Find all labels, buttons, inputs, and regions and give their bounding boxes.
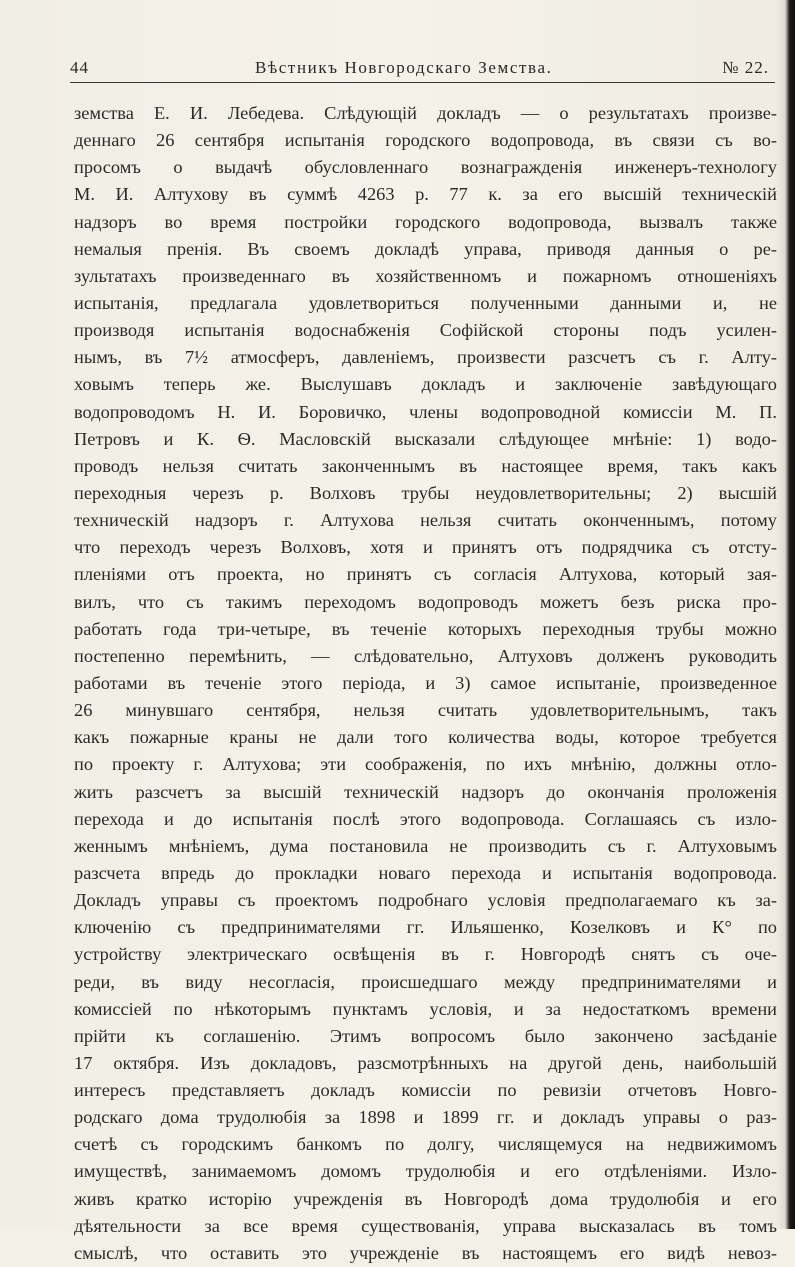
text-line: работами въ теченіе этого періода, и 3) самое испытаніе, произведенное xyxy=(74,672,777,693)
text-line: по проекту г. Алтухова; эти соображенія, по ихъ мнѣнію, должны отло- xyxy=(74,754,777,775)
page-edge-shadow xyxy=(777,0,795,1229)
text-line: Петровъ и К. Ѳ. Масловскій высказали слѣдующее мнѣніе: 1) водо- xyxy=(74,428,777,449)
text-line: земства Е. И. Лебедева. Слѣдующій докладъ — о результатахъ произве- xyxy=(74,103,777,123)
text-line: немалыя пренія. Въ своемъ докладѣ управа, приводя данныя о ре- xyxy=(74,238,777,259)
text-line: нымъ, въ 7½ атмосферъ, давленіемъ, произвести разсчетъ съ г. Алту- xyxy=(74,347,777,368)
article-body xyxy=(74,100,777,1267)
text-line: комиссіей по нѣкоторымъ пунктамъ условія, и за недостаткомъ времени xyxy=(74,998,777,1019)
text-line: вилъ, что съ такимъ переходомъ водопроводъ можетъ безъ риска про- xyxy=(74,591,777,612)
text-line: пленіями отъ проекта, но принятъ съ согласія Алтухова, который зая- xyxy=(74,564,777,585)
text-line: что переходъ черезъ Волховъ, хотя и принятъ отъ подрядчика съ отсту- xyxy=(74,537,777,558)
text-line: работать года три-четыре, въ теченіе которыхъ переходныя трубы можно xyxy=(74,618,777,639)
text-line: родскаго дома трудолюбія за 1898 и 1899 гг. и докладъ управы о раз- xyxy=(74,1107,777,1128)
text-line: производя испытанія водоснабженія Софійской стороны подъ усилен- xyxy=(74,320,777,341)
text-line: счетѣ съ городскимъ банкомъ по долгу, числящемуся на недвижимомъ xyxy=(74,1134,777,1155)
issue-number: № 22. xyxy=(722,58,769,77)
text-line: женнымъ мнѣніемъ, дума постановила не производить съ г. Алтуховымъ xyxy=(74,835,777,856)
text-line: устройству электрическаго освѣщенія въ г. Новгородѣ снятъ съ оче- xyxy=(74,944,777,965)
text-line: 26 минувшаго сентября, нельзя считать удовлетворительнымъ, такъ xyxy=(74,700,777,721)
header-rule xyxy=(70,82,775,83)
text-line: надзоръ во время постройки городского водопровода, вызвалъ также xyxy=(74,211,777,232)
text-line: прійти къ соглашенію. Этимъ вопросомъ было закончено засѣданіе xyxy=(74,1025,777,1046)
text-line: Докладъ управы съ проектомъ подробнаго условія предполагаемаго къ за- xyxy=(74,890,777,911)
text-line: ключенію съ предпринимателями гг. Ильяшенко, Козелковъ и К° по xyxy=(74,917,777,938)
page-number: 44 xyxy=(70,58,89,77)
text-line: постепенно перемѣнить, — слѣдовательно, Алтуховъ долженъ руководить xyxy=(74,645,777,666)
text-line: какъ пожарные краны не дали того количества воды, которое требуется xyxy=(74,727,777,748)
text-line: М. И. Алтухову въ суммѣ 4263 р. 77 к. за его высшій техническій xyxy=(74,184,777,205)
text-line: разсчета впредь до прокладки новаго перехода и испытанія водопровода. xyxy=(74,862,777,883)
text-line: техническій надзоръ г. Алтухова нельзя считать оконченнымъ, потому xyxy=(74,510,777,531)
text-line: ховымъ теперь же. Выслушавъ докладъ и заключеніе завѣдующаго xyxy=(74,374,777,395)
text-line: реди, въ виду несогласія, происшедшаго между предпринимателями и xyxy=(74,971,777,992)
journal-title: Вѣстникъ Новгородскаго Земства. xyxy=(255,58,553,77)
text-line: зультатахъ произведеннаго въ хозяйственномъ и пожарномъ отношеніяхъ xyxy=(74,265,777,286)
text-line: живъ кратко исторію учрежденія въ Новгородѣ дома трудолюбія и его xyxy=(74,1188,777,1209)
text-line: просомъ о выдачѣ обусловленнаго вознагражденія инженеръ-технологу xyxy=(74,157,777,178)
text-line: дѣятельности за все время существованія, управа высказалась въ томъ xyxy=(74,1215,777,1236)
text-line: водопроводомъ Н. И. Боровичко, члены водопроводной комиссіи М. П. xyxy=(74,401,777,422)
text-line: испытанія, предлагала удовлетвориться полученными данными и, не xyxy=(74,292,777,313)
text-line: жить разсчетъ за высшій техническій надзоръ до окончанія проложенія xyxy=(74,781,777,802)
text-line: переходныя черезъ р. Волховъ трубы неудовлетворительны; 2) высшій xyxy=(74,482,777,503)
text-line: интересъ представляетъ докладъ комиссіи по ревизіи отчетовъ Новго- xyxy=(74,1080,777,1101)
text-line: перехода и до испытанія послѣ этого водопровода. Соглашаясь съ изло- xyxy=(74,808,777,829)
text-line: смыслѣ, что оставить это учрежденіе въ настоящемъ его видѣ невоз- xyxy=(74,1242,777,1263)
text-line: проводъ нельзя считать законченнымъ въ настоящее время, такъ какъ xyxy=(74,455,777,476)
text-line: 17 октября. Изъ докладовъ, разсмотрѣнныхъ на другой день, наибольшій xyxy=(74,1052,777,1073)
text-line: имуществѣ, занимаемомъ домомъ трудолюбія и его отдѣленіями. Изло- xyxy=(74,1161,777,1182)
text-line: деннаго 26 сентября испытанія городского водопровода, въ связи съ во- xyxy=(74,130,777,151)
